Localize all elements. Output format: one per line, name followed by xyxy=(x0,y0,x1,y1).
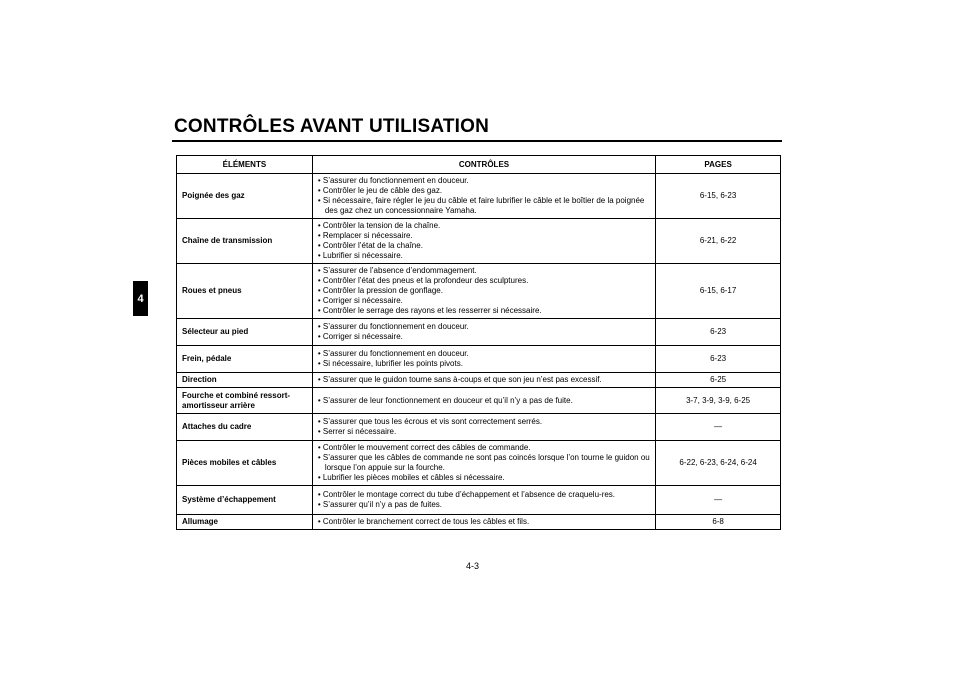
check-list xyxy=(318,490,650,510)
row-element: Attaches du cadre xyxy=(177,414,313,441)
table-row xyxy=(177,264,781,319)
table-row xyxy=(177,174,781,219)
row-element: Frein, pédale xyxy=(177,346,313,373)
check-item: • Contrôler le branchement correct de tous les câbles et fils. xyxy=(318,517,650,527)
row-pages: 6-15, 6-23 xyxy=(656,174,781,219)
row-element: Fourche et combiné ressort-amortisseur arrière xyxy=(177,388,313,414)
row-pages: 6-8 xyxy=(656,515,781,530)
table-row xyxy=(177,515,781,530)
check-item: • Contrôler l’état des pneus et la profondeur des sculptures. xyxy=(318,276,650,286)
table-row xyxy=(177,486,781,515)
row-checks xyxy=(312,219,655,264)
row-element: Direction xyxy=(177,373,313,388)
check-item: • Contrôler le mouvement correct des câbles de commande. xyxy=(318,443,650,453)
check-list xyxy=(318,266,650,316)
check-list xyxy=(318,322,650,342)
table-body xyxy=(177,174,781,530)
row-checks xyxy=(312,346,655,373)
check-item: • Lubrifier les pièces mobiles et câbles si nécessaire. xyxy=(318,473,650,483)
check-list xyxy=(318,349,650,369)
check-item: • Si nécessaire, faire régler le jeu du câble et faire lubrifier le câble et le boîtier de la poignée des gaz chez un concessionnaire Yamaha. xyxy=(318,196,650,216)
row-pages: 6-22, 6-23, 6-24, 6-24 xyxy=(656,441,781,486)
row-checks xyxy=(312,174,655,219)
check-list xyxy=(318,517,650,527)
title-rule xyxy=(172,140,782,142)
check-item: • Remplacer si nécessaire. xyxy=(318,231,650,241)
check-item: • Corriger si nécessaire. xyxy=(318,332,650,342)
row-element: Poignée des gaz xyxy=(177,174,313,219)
check-item: • S’assurer que les câbles de commande ne sont pas coincés lorsque l’on tourne le guidon ou lorsque l’on appuie sur la fourche. xyxy=(318,453,650,473)
row-pages: 6-15, 6-17 xyxy=(656,264,781,319)
row-element: Sélecteur au pied xyxy=(177,319,313,346)
check-list xyxy=(318,176,650,216)
row-element: Système d’échappement xyxy=(177,486,313,515)
check-item: • S’assurer de leur fonctionnement en douceur et qu’il n’y a pas de fuite. xyxy=(318,396,650,406)
table-row xyxy=(177,441,781,486)
row-pages: 6-21, 6-22 xyxy=(656,219,781,264)
check-item: • S’assurer que tous les écrous et vis sont correctement serrés. xyxy=(318,417,650,427)
check-list xyxy=(318,443,650,483)
check-item: • Corriger si nécessaire. xyxy=(318,296,650,306)
column-header-pages: PAGES xyxy=(656,156,781,174)
row-checks xyxy=(312,373,655,388)
row-pages: 3-7, 3-9, 3-9, 6-25 xyxy=(656,388,781,414)
row-element: Allumage xyxy=(177,515,313,530)
row-pages: — xyxy=(656,414,781,441)
check-list xyxy=(318,221,650,261)
page-number: 4-3 xyxy=(466,561,480,571)
column-header-elements: ÉLÉMENTS xyxy=(177,156,313,174)
check-item: • Lubrifier si nécessaire. xyxy=(318,251,650,261)
check-item: • S’assurer du fonctionnement en douceur. xyxy=(318,176,650,186)
check-item: • Serrer si nécessaire. xyxy=(318,427,650,437)
check-list xyxy=(318,417,650,437)
table-row xyxy=(177,319,781,346)
chapter-tab: 4 xyxy=(133,281,148,316)
row-element: Chaîne de transmission xyxy=(177,219,313,264)
check-item: • Contrôler le montage correct du tube d’échappement et l’absence de craquelu-res. xyxy=(318,490,650,500)
row-element: Pièces mobiles et câbles xyxy=(177,441,313,486)
row-checks xyxy=(312,414,655,441)
check-item: • Contrôler l’état de la chaîne. xyxy=(318,241,650,251)
check-item: • S’assurer du fonctionnement en douceur. xyxy=(318,349,650,359)
check-item: • S’assurer qu’il n’y a pas de fuites. xyxy=(318,500,650,510)
table-row xyxy=(177,388,781,414)
column-header-checks: CONTRÔLES xyxy=(312,156,655,174)
check-item: • S’assurer que le guidon tourne sans à-coups et que son jeu n’est pas excessif. xyxy=(318,375,650,385)
check-list xyxy=(318,375,650,385)
table-row xyxy=(177,219,781,264)
row-pages: — xyxy=(656,486,781,515)
check-item: • Contrôler la tension de la chaîne. xyxy=(318,221,650,231)
row-checks xyxy=(312,388,655,414)
row-checks xyxy=(312,515,655,530)
table-row xyxy=(177,346,781,373)
row-checks xyxy=(312,441,655,486)
row-pages: 6-25 xyxy=(656,373,781,388)
row-checks xyxy=(312,319,655,346)
table-row xyxy=(177,373,781,388)
page-title: CONTRÔLES AVANT UTILISATION xyxy=(174,116,490,137)
row-element: Roues et pneus xyxy=(177,264,313,319)
pre-operation-checks-table xyxy=(176,155,781,530)
row-checks xyxy=(312,264,655,319)
check-item: • Si nécessaire, lubrifier les points pivots. xyxy=(318,359,650,369)
check-item: • Contrôler le serrage des rayons et les resserrer si nécessaire. xyxy=(318,306,650,316)
check-item: • Contrôler le jeu de câble des gaz. xyxy=(318,186,650,196)
check-item: • Contrôler la pression de gonflage. xyxy=(318,286,650,296)
row-pages: 6-23 xyxy=(656,346,781,373)
row-checks xyxy=(312,486,655,515)
table-row xyxy=(177,414,781,441)
row-pages: 6-23 xyxy=(656,319,781,346)
check-item: • S’assurer de l’absence d’endommagement. xyxy=(318,266,650,276)
table-header-row xyxy=(177,156,781,174)
check-item: • S’assurer du fonctionnement en douceur. xyxy=(318,322,650,332)
check-list xyxy=(318,396,650,406)
